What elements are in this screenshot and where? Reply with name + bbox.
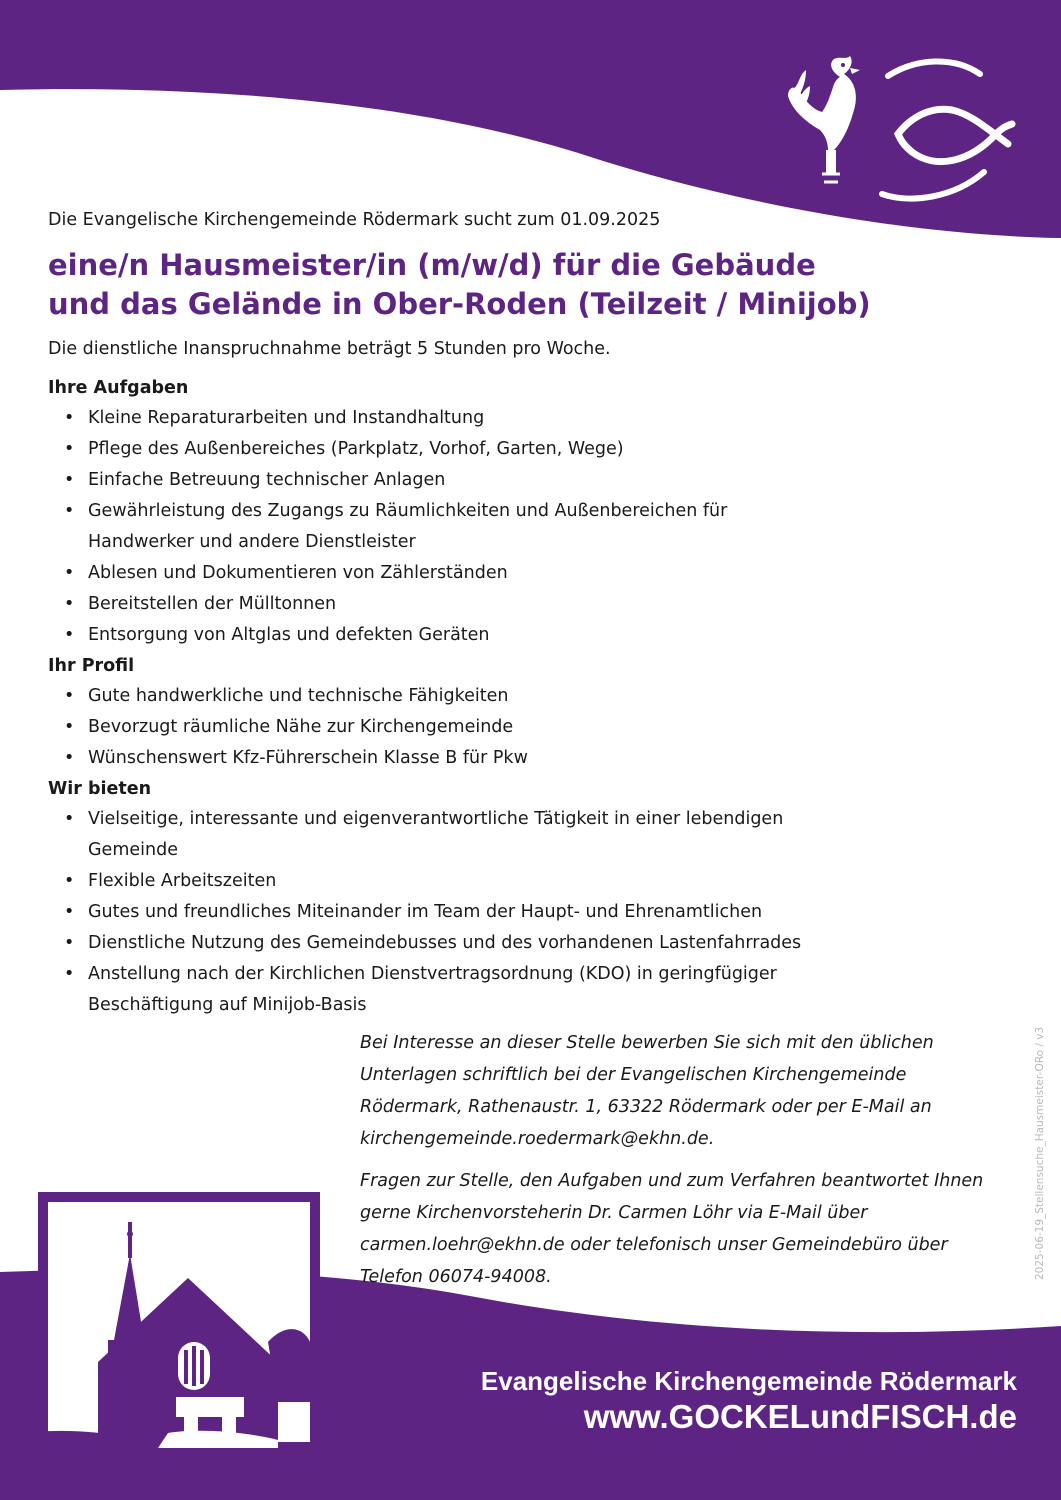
job-sections bbox=[48, 373, 888, 1021]
list-item: • Einfache Betreuung technischer Anlagen bbox=[48, 465, 888, 496]
list-item: • Pflege des Außenbereiches (Parkplatz, Vorhof, Garten, Wege) bbox=[48, 434, 888, 465]
footer-branding bbox=[481, 1365, 1017, 1437]
profile-list bbox=[48, 681, 888, 774]
offer-list bbox=[48, 804, 888, 1021]
section-offer bbox=[48, 774, 888, 1021]
list-item: • Gutes und freundliches Miteinander im Team der Haupt- und Ehrenamtlichen bbox=[48, 897, 888, 928]
section-profile bbox=[48, 651, 888, 774]
section-heading: Wir bieten bbox=[48, 779, 152, 799]
list-item: • Dienstliche Nutzung des Gemeindebusses und des vorhandenen Lastenfahrrades bbox=[48, 928, 888, 959]
list-item: • Gute handwerkliche und technische Fähigkeiten bbox=[48, 681, 888, 712]
task-list bbox=[48, 403, 888, 651]
job-title bbox=[48, 246, 928, 324]
intro-text: Die Evangelische Kirchengemeinde Rödermark sucht zum 01.09.2025 bbox=[48, 210, 661, 230]
list-item: • Bereitstellen der Mülltonnen bbox=[48, 589, 888, 620]
section-heading: Ihre Aufgaben bbox=[48, 378, 189, 398]
website-link[interactable]: www.GOCKELundFISCH.de bbox=[583, 1398, 1017, 1435]
list-item: • Gewährleistung des Zugangs zu Räumlichkeiten und Außenbereichen für Handwerker und andere Dienstleister bbox=[48, 496, 768, 558]
church-icon bbox=[38, 1192, 320, 1448]
hours-note: Die dienstliche Inanspruchnahme beträgt 5 Stunden pro Woche. bbox=[48, 339, 611, 359]
list-item: • Kleine Reparaturarbeiten und Instandhaltung bbox=[48, 403, 888, 434]
section-tasks bbox=[48, 373, 888, 651]
job-title-line: eine/n Hausmeister/in (m/w/d) für die Gebäude bbox=[48, 248, 816, 282]
list-item: • Wünschenswert Kfz-Führerschein Klasse B für Pkw bbox=[48, 743, 888, 774]
list-item: • Ablesen und Dokumentieren von Zählerständen bbox=[48, 558, 888, 589]
rooster-icon bbox=[788, 56, 860, 182]
section-heading: Ihr Profil bbox=[48, 656, 135, 676]
fish-icon bbox=[882, 61, 1012, 198]
list-item: • Bevorzugt räumliche Nähe zur Kirchengemeinde bbox=[48, 712, 888, 743]
application-text: Bei Interesse an dieser Stelle bewerben Sie sich mit den üblichen Unterlagen schriftlich bei der Evangelischen Kirchengemeinde Rödermark, Rathenaustr. 1, 63322 Rödermark oder per E-Mail an kirchengemeinde.roedermark@ekhn.de. bbox=[360, 1033, 934, 1149]
list-item: • Anstellung nach der Kirchlichen Dienstvertragsordnung (KDO) in geringfügiger Beschäftigung auf Minijob-Basis bbox=[48, 959, 808, 1021]
list-item: • Flexible Arbeitszeiten bbox=[48, 866, 888, 897]
questions-text: Fragen zur Stelle, den Aufgaben und zum Verfahren beantwortet Ihnen gerne Kirchenvorsteherin Dr. Carmen Löhr via E-Mail über carmen.loehr@ekhn.de oder telefonisch unser Gemeindebüro über Telefon 06074-94008. bbox=[360, 1171, 984, 1287]
list-item: • Vielseitige, interessante und eigenverantwortliche Tätigkeit in einer lebendigen Gemeinde bbox=[48, 804, 828, 866]
document-id: 2025-06-19_Stellensuche_Hausmeister-ORo / v3 bbox=[1034, 1026, 1046, 1280]
job-title-line: und das Gelände in Ober-Roden (Teilzeit / Minijob) bbox=[48, 287, 871, 321]
application-info bbox=[360, 1027, 990, 1303]
list-item: • Entsorgung von Altglas und defekten Geräten bbox=[48, 620, 888, 651]
rooster-fish-logo bbox=[770, 44, 1020, 204]
organization-name: Evangelische Kirchengemeinde Rödermark bbox=[480, 1366, 1017, 1396]
